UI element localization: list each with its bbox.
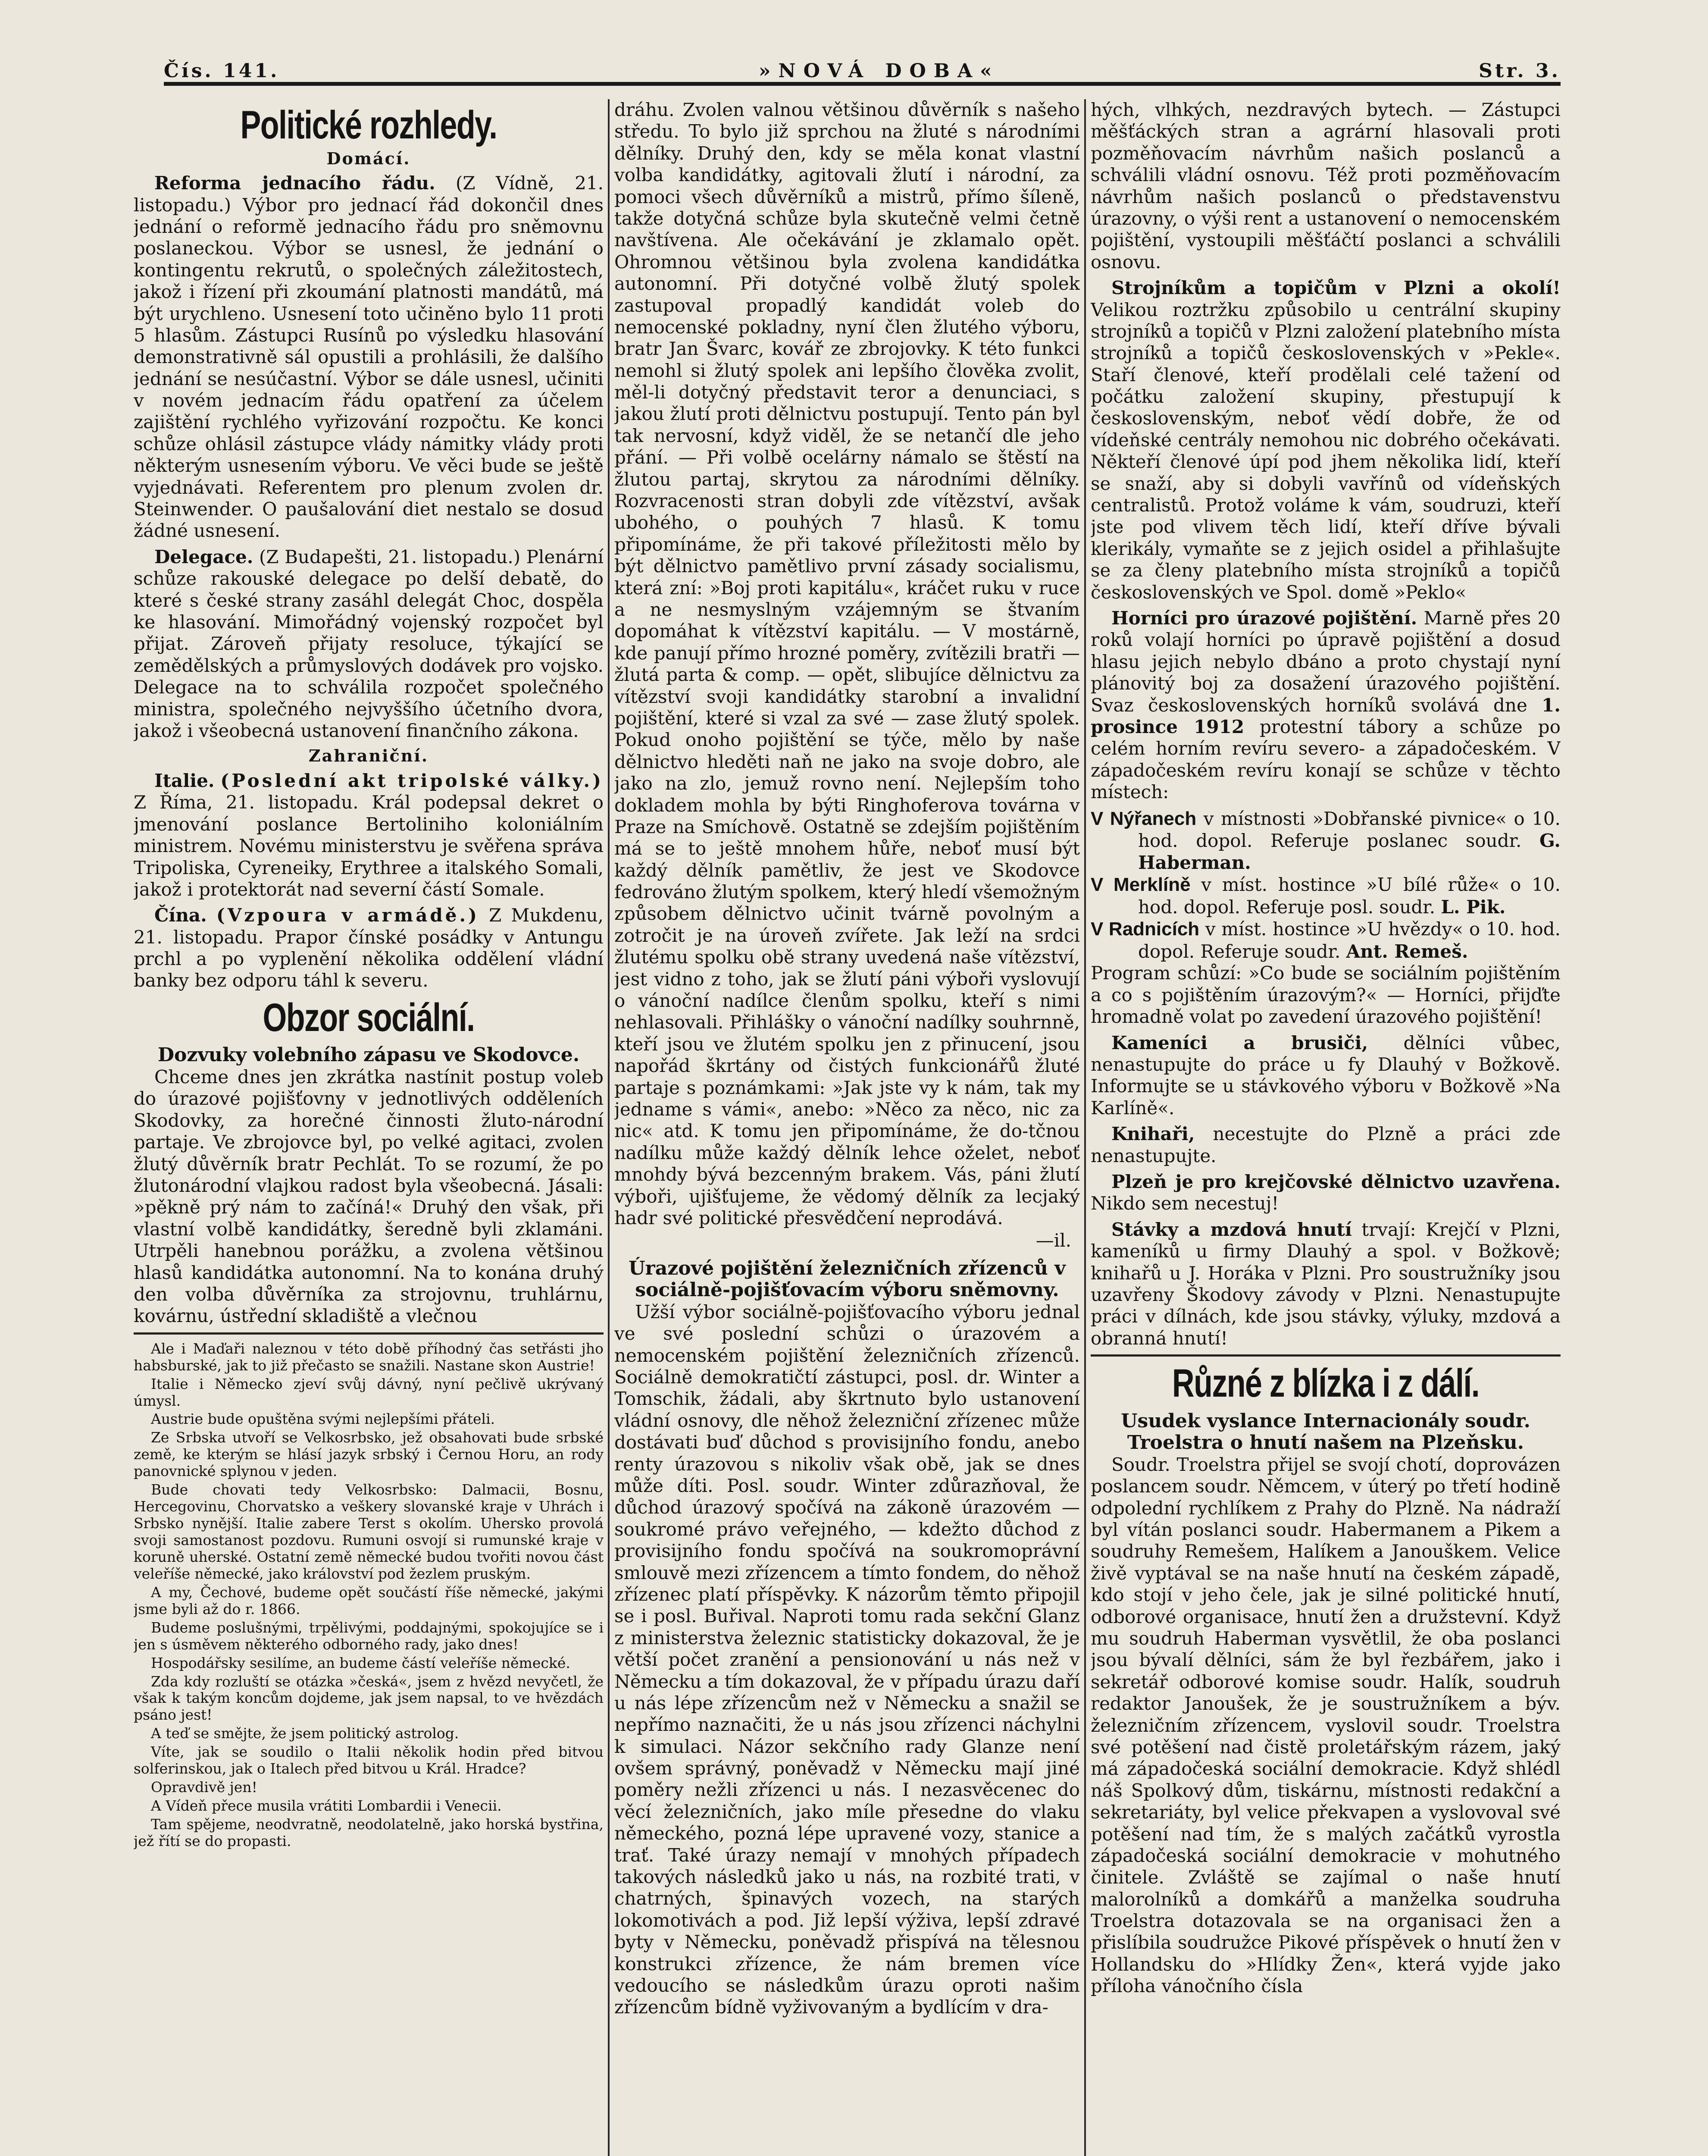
article-lead: Knihaři, (1111, 1123, 1195, 1145)
small-print-block (134, 1341, 604, 1850)
article-lead: Plzeň je pro krejčovské dělnictvo uzavřena. (1111, 1171, 1561, 1192)
section-heading-social: Obzor sociální. (263, 995, 475, 1040)
small-paragraph: Ze Srbska utvoří se Velkosrbsko, jež obsahovati bude srbské země, ke kterým se hlásí jazyk srbský i Černou Horu, an rody panovnické splynou v jeden. (134, 1429, 604, 1480)
small-paragraph: A my, Čechové, budeme opět součástí říše německé, jakými jsme byli až do r. 1866. (134, 1583, 604, 1617)
small-paragraph: Tam spějeme, neodvratně, neodolatelně, jako horská bystřina, jež řítí se do propasti. (134, 1816, 604, 1849)
place-details: v místnosti »Dobřanské pivnice« o 10. hod. dopol. Referuje poslanec soudr. (1138, 808, 1561, 852)
article-lead: Čína. (154, 905, 207, 926)
column-3 (1091, 99, 1561, 2156)
issue-number: Čís. 141. (164, 60, 280, 82)
page-header (164, 52, 1561, 86)
small-paragraph: Opravdivě jen! (151, 1779, 257, 1796)
article-body: Chceme dnes jen zkrátka nastínit postup voleb do úrazové pojišťovny v jednotlivých odděleních Skodovky, za horečné činnosti žluto-národní partaje. Ve zbrojovce byl, po velké agitaci, zvolen žlutý důvěrník bratr Pechlát. To se rozumí, že po žlutonárodní vlajkou radost byla všeobecná. Jásali: »pěkně prý nám to začíná!« Druhý den však, při vlastní volbě kandidátky, šeredně byli zklamáni. Utrpěli hanebnou porážku, a zvolena většinou hlasů kandidátka autonomní. Na to konána druhý den volba důvěrníka za strojovnu, truhlárnu, kovárnu, ústřední skladiště a vlečnou (134, 1066, 604, 1327)
article-bookbinders (1091, 1123, 1561, 1167)
article-lead: Stávky a mzdová hnutí (1111, 1219, 1352, 1240)
small-paragraph: Ale i Maďaři naleznou v této době příhodný čas setřásti jho habsburské, jak to již přečasto se snažili. Nastane skon Austrie! (134, 1340, 604, 1374)
column-2 (614, 99, 1080, 2156)
article-skodovka (134, 1044, 604, 1327)
meeting-place (1091, 874, 1561, 918)
column-divider (608, 99, 610, 2156)
article-body: Nikdo sem necestuj! (1091, 1193, 1279, 1214)
article-body: Užší výbor sociálně-pojišťovacího výboru jednal ve své poslední schůzi o úrazovém a nemocenském pojištění železničních zřízenců. Sociálně demokratičtí zástupci, posl. dr. Winter a Tomschik, žádali, aby škrtnuto bylo ustanovení vládní osnovy, dle něhož železniční zřízenec může dostávati buď důchod s provisijního fondu, anebo renty úrazovou s nikoliv však obě, jak se dnes může díti. Posl. soudr. Winter zdůrazňoval, že důchod úrazový spočívá na zákoně úrazovém — soukromé právo veřejného, — kdežto důchod z provisijního fondu spočívá na soukromoprávní smlouvě mezi zřízencem a tímto fondem, do něhož zřízenec platí příspěvky. K názorům těmto připojil se i posl. Buřival. Naproti tomu rada sekční Glanz z ministerstva železnic statisticky dokazoval, že je větší počet zranění a pensionování u nás než v Německu a tím dokazoval, že v případu úrazu daří u nás lépe zřízencům než v Německu a snažil se nepřímo naznačiti, že u nás jsou zřízenci náchylni k simulaci. Názor sekčního rady Glanze není ovšem správný, poněvadž v Německu mají jiné poměry nežli zřízenci u nás. I nezasvěcenec do věcí železničních, jako míle přesedne do vlaku německého, pozná lépe upravené vozy, stanice a trať. Také úrazy nemají v mnohých případech takových následků jako u nás, na rozbité trati, v chatrných, špinavých vozech, na starých lokomotivách a pod. Již lepší výživa, lepší zdravé byty v Německu, poněvadž přispívá na tělesnou konstrukci zřízence, že nám bremen více vedoucího se následkům úrazu oproti našim zřízencům bídně vyživovaným a bydlícím v dra- (614, 1301, 1080, 2018)
column-1 (134, 99, 604, 2156)
article-title: Dozvuky volebního zápasu ve Skodovce. (157, 1044, 580, 1066)
separator-line (1091, 1354, 1561, 1357)
small-paragraph: Italie i Německo zjeví svůj dávný, nyní pečlivě ukrývaný úmysl. (134, 1375, 604, 1409)
article-railway-insurance (614, 1258, 1080, 2018)
article-body: Velikou roztržku způsobilo u centrální skupiny strojníků a topičů v Plzni založení platebního místa strojníků a topičů československých v »Pekle«. Staří členové, kteří prodělali celé tažení od počátku založení skupiny, přestupují k československým, neboť vědí dobře, že od vídeňské centrály nemohou nic dobrého očekávati. Někteří členové úpí pod jhem několika lidí, kteří se snaží, aby si dobyli vavřínů od vídeňských centralistů. Protož voláme k vám, soudruzi, kteří jste pod vlivem těch lidí, kteří dříve bývali klerikály, vymaňte se z jejich osidel a přihlašujte se za členy platebního místa strojníků a topičů československých ve Spol. domě »Peklo« (1091, 299, 1561, 603)
article-lead: Kameníci a brusiči, (1111, 1032, 1368, 1053)
section-heading-various: Různé z blízka i z dálí. (1172, 1361, 1480, 1406)
article-lead: Reforma jednacího řádu. (154, 172, 435, 194)
subsection-domestic: Domácí. (326, 148, 411, 168)
section-heading-political: Politické rozhledy. (240, 103, 497, 147)
article-body: Z Mukdenu, 21. listopadu. Prapor čínské posádky v Antungu prchl a po vyplenění několika oddělení vládní banky bez odporu táhl k severu. (134, 905, 604, 991)
article-stokers (1091, 277, 1561, 603)
article-body: (Z Vídně, 21. listopadu.) Výbor pro jednací řád dokončil dnes jednání o reformě jednacího řádu pro sněmovnu poslaneckou. Výbor se usnesl, že jednání o kontingentu rekrutů, o společných záležitostech, jakož i řízení při zkoumání platnosti mandátů, má být urychleno. Usnesení toto učiněno bylo 11 proti 5 hlasům. Zástupci Rusínů po výsledku hlasování demonstrativně sál opustili a prohlásili, že dalšího jednání se nesúčastní. Výbor se dále usnesl, učiniti v novém jednacím řádu opatření za účelem zajištění rychlého vyřizování rozpočtu. Ke konci schůze ohlásil zástupce vlády námitky vlády proti některým usnesením výboru. Ve věci bude se ještě vyjednávati. Referentem pro plenum zvolen dr. Steinwender. O paušalování diet nestalo se dosud žádné usnesení. (134, 172, 604, 542)
article-body: (Z Budapešti, 21. listopadu.) Plenární schůze rakouské delegace po delší debatě, do které s české strany zasáhl delegát Choc, dospěla ke hlasování. Mimořádný vojenský rozpočet byl přijat. Zároveň přijaty resoluce, týkající se zemědělských a průmyslových dodávek pro vojsko. Delegace na to schválila rozpočet společného ministra, společného nejvyššího účetního dvora, jakož i všeobecná ustanovení finančního zákona. (134, 546, 604, 741)
subsection-foreign: Zahraniční. (308, 746, 429, 766)
small-paragraph: A Vídeň přece musila vrátiti Lombardii i Venecii. (151, 1797, 502, 1814)
article-title: Usudek vyslance Internacionály soudr. Troelstra o hnutí našem na Plzeňsku. (1121, 1410, 1530, 1454)
article-body: Soudr. Troelstra přijel se svojí chotí, doprovázen poslancem soudr. Němcem, v úterý po třetí hodině odpolední rychlíkem z Prahy do Plzně. Na nádraží byl vítán poslanci soudr. Habermanem a Pikem a soudruhy Remešem, Halíkem a Janouškem. Velice živě vyptával se na naše hnutí na českém západě, kdo stojí v jeho čele, jak je silné politické hnutí, odborové organisace, hnutí žen a družstevní. Když mu soudruh Haberman vysvětlil, že oba poslanci jsou bývalí dělníci, sám že byl řezbářem, jako i sekretář odborové komise soudr. Halík, soudruh redaktor Janoušek, že je soustružníkem a býv. železničním zřízencem, vyslovil soudr. Troelstra své potěšení nad čistě proletářským rázem, jaký má západočeská sociální demokracie. Když shlédl náš Spolkový dům, tiskárnu, místnosti redakční a sekretariáty, byl velice překvapen a vyslovoval své potěšení nad tím, že s malých začátků vyrostla západočeská sociální demokracie v mohutného činitele. Zvláště se zajímal o naše hnutí malorolníků a domkářů a manželka soudruha Troelstra dotazovala se na organisaci žen a přislíbila soudružce Pikové příspěvek o hnutí žen v Hollandsku do »Hlídky Žen«, která vyjde jako příloha vánočního čísla (1091, 1454, 1561, 1997)
place-name: V Radnicích (1091, 918, 1200, 940)
place-name: V Nýřanech (1091, 808, 1197, 829)
separator-line (134, 1332, 604, 1335)
article-body: dělníci vůbec, nenastupujte do práce u fy Dlauhý v Božkově. Informujte se u stávkového výboru v Božkově »Na Karlíně«. (1091, 1032, 1561, 1119)
small-paragraph: A teď se smějte, že jsem politický astrolog. (151, 1725, 459, 1742)
article-miners (1091, 608, 1561, 803)
article-continuation: hých, vlhkých, nezdravých bytech. — Zástupci měšťáckých stran a agrární hlasovali proti pozměňovacím návrhům našich poslanců a schválili vládní osnovu. Též proti pozměňovacím návrhům našich poslanců o představenstvu úrazovny, o výši rent a ustanovení o nemocenském pojištění, vystoupili měšťáčtí poslanci a schválili osnovu. (1091, 99, 1561, 273)
article-tailors (1091, 1171, 1561, 1215)
article-italy (134, 770, 604, 900)
small-paragraph: Bude chovati tedy Velkosrbsko: Dalmacii, Bosnu, Hercegovinu, Chorvatsko a veškery slovanské kraje v Uhrách i Srbsko nynější. Italie zabere Terst s okolím. Uhersko provolá svoji samostanost pozdovu. Rumuni osvojí si rumunské kraje v koruně uherské. Ostatní země německé budou tvořiti novou část veleříše německé, jako království pod žezlem pruským. (134, 1481, 604, 1582)
speaker-name: G. Haberman. (1138, 830, 1561, 873)
small-paragraph: Austrie bude opuštěna svými nejlepšími přáteli. (151, 1410, 495, 1428)
place-details: v míst. hostince »U hvězdy« o 10. hod. dopol. Referuje soudr. (1138, 918, 1561, 962)
article-subtitle: (Poslední akt tripolské války.) (220, 770, 604, 791)
small-paragraph: Budeme poslušnými, trpělivými, poddajnými, spokojujíce se i jen s úsměvem některého odborného rady, jako dnes! (134, 1619, 604, 1653)
article-body: protestní tábory a schůze po celém horním revíru severo- a západočeském. V západočeském revíru konají se schůze v těchto místech: (1091, 716, 1561, 803)
article-subtitle: (Vzpoura v armádě.) (216, 905, 480, 926)
meeting-place (1091, 808, 1561, 874)
place-name: V Merklíně (1091, 874, 1191, 896)
meeting-place (1091, 918, 1561, 962)
article-stonemasons (1091, 1032, 1561, 1119)
newspaper-title: »NOVÁ DOBA« (758, 60, 1000, 82)
article-delegation (134, 546, 604, 742)
article-body: necestujte do Plzně a práci zde nenastupujte. (1091, 1123, 1561, 1166)
article-body: Marně přes 20 roků volají horníci po úpravě pojištění a dosud hlasu jejich nebylo dbáno a proto chystají nyní plánovitý boj za dosažení úrazového pojištění. Svaz československých horníků svolává dne (1091, 607, 1561, 716)
article-china (134, 905, 604, 992)
article-continuation: dráhu. Zvolen valnou většinou důvěrník s našeho středu. To bylo již sprchou na žluté s národními dělníky. Druhý den, kdy se měla konat vlastní volba kandidátky, agitovali žlutí i národní, za pomoci všech důvěrníků a mistrů, přímo šíleně, takže dotyčná schůze byla skutečně velmi četně navštívena. Ale očekávání je zklamalo opět. Ohromnou většinou byla zvolena kandidátka autonomní. Při dotyčné volbě žlutý spolek zastupoval propadlý kandidát voleb do nemocenské pokladny, nyní člen žlutého výboru, bratr Jan Švarc, kovář ze zbrojovky. K této funkci nemohl si žlutý spolek ani lepšího člověka zvolit, měl-li dotyčný představit teror a denunciaci, s jakou žlutí proti dělnictvu postupují. Tento pán byl tak nervosní, když viděl, že se netančí dle jeho přání. — Při volbě ocelárny námalo se štěstí na žlutou partaj, skrytou za národními dělníky. Rozvracenosti stran dobyli zde vítězství, avšak ubohého, o pouhých 7 hlasů. K tomu připomínáme, že při takové příležitosti mělo by být dělnictvo pamětlivo první zásady socialismu, která zní: »Boj proti kapitálu«, kráčet ruku v ruce a ne nesmyslným vzájemným se štvaním dopomáhat k vítězství kapitálu. — V mostárně, kde panují přímo hrozné poměry, zvítězili bratři — žlutá parta & comp. — opět, slibujíce dělnictvu za vítězství svoji kandidátky starobní a invalidní pojištění, které si vzal za své — zase žlutý spolek. Pokud onoho pojištění se týče, mělo by naše dělnictvo hleděti naň ne jako na svoje dobro, ale jako na zlo, jemuž rovno není. Nejlepším toho dokladem mohla by býti Ringhoferova továrna v Praze na Smíchově. Ostatně se zdejším pojištěním má se to ještě mnohem hůře, neboť musí být každý dělník pamětliv, že jest ve Skodovce fedrováno žlutým spolkem, který hledí všemožným způsobem dělnictvo učinit tvárně povolným a zotročit je na úroveň zvířete. Jak leží na srdci žlutému spolku obě strany uvedená naše vítězství, jest vidno z toho, jak se žlutí páni výboři vyslovují o vánoční nadílce členům spolku, kteří s nimi nehlasovali. Přihlášky o vánoční nadílky souhrnně, kteří jsou ve žlutém spolku jen z přinucení, jsou napořád škrtány od čistých funkcionářů žluté partaje s poznámkami: »Jak jste vy k nám, tak my jedname s vámi«, anebo: »Něco za něco, nic za nic« atd. K tomu jen připomínáme, že do-tčnou nadílku může každý dělník lehce oželet, neboť mnohdy bývá bezcenným brakem. Vás, páni žlutí výboři, ujišťujeme, že vědomý dělník za lecjaký hadr své politické přesvědčení neprodává. (614, 99, 1080, 1228)
speaker-name: L. Pik. (1441, 896, 1506, 918)
article-lead: Italie. (154, 770, 215, 791)
small-paragraph: Zda kdy rozluští se otázka »česká«, jsem z hvězd nevyčetl, že však k takým koncům dojdeme, jak jsem napsal, to ve hvězdách psáno jest! (134, 1673, 604, 1724)
meeting-program: Program schůzí: »Co bude se sociálním pojištěním a co s pojištěním úrazovým?« — Horníci, přijďte hromadně volat po zavedení úrazového pojištění! (1091, 962, 1561, 1028)
article-title: Úrazové pojištění železničních zřízenců v sociálně-pojišťovacím výboru sněmovny. (629, 1257, 1066, 1301)
article-troelstra (1091, 1410, 1561, 1997)
speaker-name: Ant. Remeš. (1346, 941, 1468, 962)
meeting-date: 1. prosince 1912 (1091, 694, 1561, 737)
article-signature: —il. (1035, 1230, 1071, 1251)
column-divider (1084, 99, 1086, 2156)
article-lead: Delegace. (154, 546, 253, 567)
place-details: v míst. hostince »U bílé růže« o 10. hod. dopol. Referuje posl. soudr. (1138, 874, 1561, 918)
article-body: Z Říma, 21. listopadu. Král podepsal dekret o jmenování poslance Bertoliniho koloniálním ministrem. Novému ministerstvu je svěřena správa Tripoliska, Cyreneiky, Erythree a italského Somali, jakož i protektorát nad severní částí Somale. (134, 792, 604, 900)
small-paragraph: Víte, jak se soudilo o Italii několik hodin před bitvou solferinskou, jak o Italech před bitvou u Král. Hradce? (134, 1743, 604, 1777)
page-number: Str. 3. (1479, 60, 1561, 82)
article-lead: Horníci pro úrazové pojištění. (1111, 607, 1417, 629)
article-body: trvají: Krejčí v Plzni, kameníků u firmy Dlauhý a spol. v Božkově; knihařů u J. Horáka v Plzni. Pro soustružníky jsou uzavřeny Škodovy závody v Plzni. Nenastupujte práci v dílnách, kde jsou stávky, výluky, mzdová a obranná hnutí! (1091, 1219, 1561, 1349)
article-lead: Strojníkům a topičům v Plzni a okolí! (1111, 277, 1561, 299)
article-rules-reform (134, 172, 604, 542)
article-strikes (1091, 1219, 1561, 1349)
small-paragraph: Hospodářsky sesilíme, an budeme částí veleříše německé. (151, 1654, 570, 1671)
